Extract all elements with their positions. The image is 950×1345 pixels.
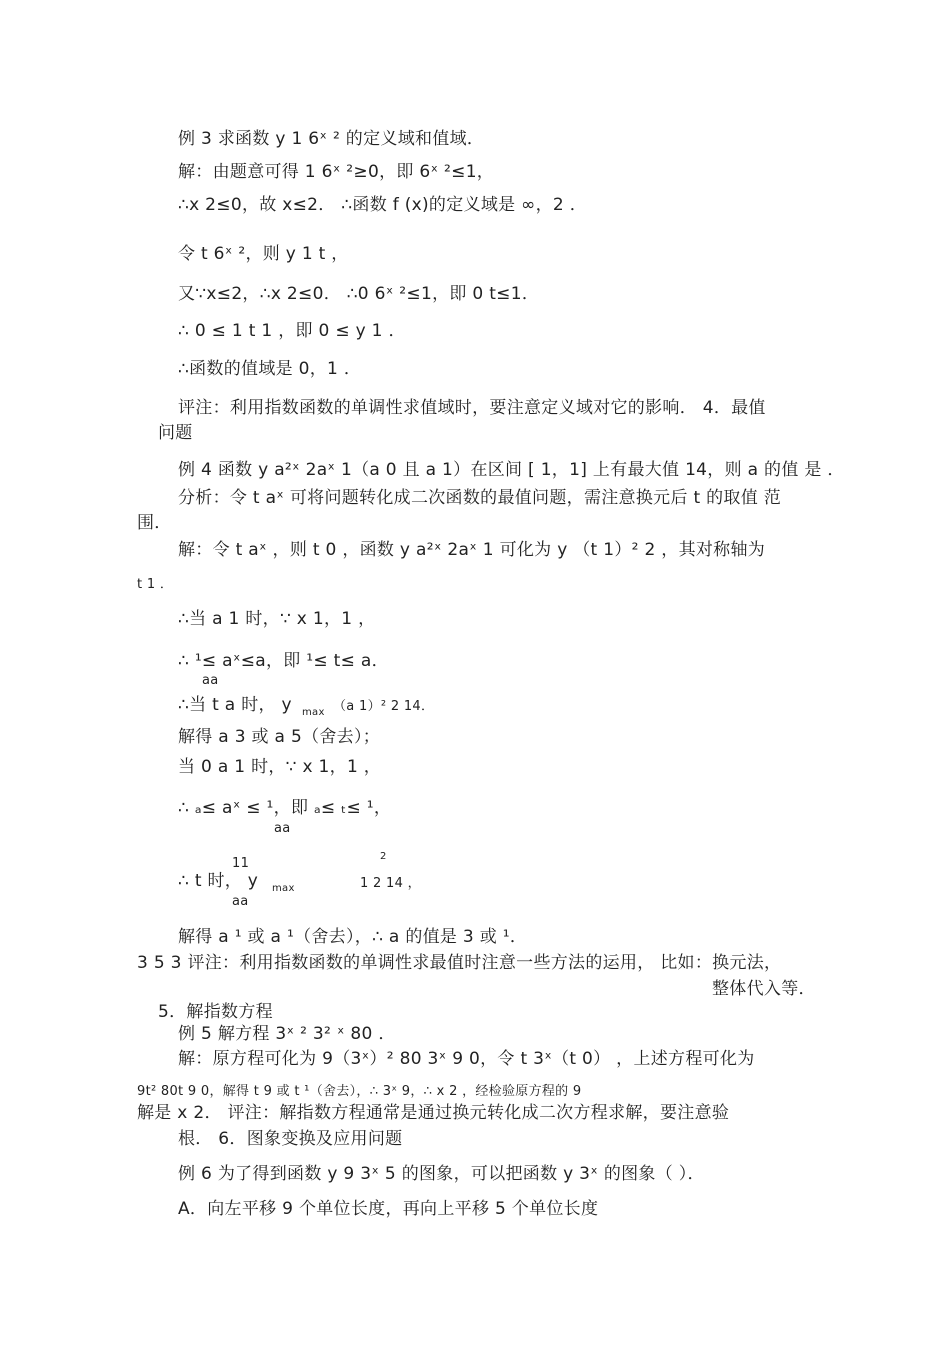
case-1-result: 解得 a 3 或 a 5（舍去）； xyxy=(178,727,381,747)
example-4-analysis-tail: 围． xyxy=(137,513,172,533)
section-4-heading-tail: 问题 xyxy=(158,423,193,443)
example-3-title: 例 3 求函数 y 1 6ˣ ² 的定义域和值域． xyxy=(178,129,485,149)
example-4-answer: 解得 a ¹ 或 a ¹（舍去），∴ a 的值是 3 或 ¹． xyxy=(178,927,528,947)
max-subscript-2: max xyxy=(272,883,295,894)
section-5-heading: 5．解指数方程 xyxy=(158,1002,273,1022)
case-a-between-0-and-1: 当 0 a 1 时，∵ x 1，1 ， xyxy=(178,757,382,777)
case-2-fraction-denominators: aa xyxy=(274,821,291,836)
example-3-range-result: ∴函数的值域是 0，1 ． xyxy=(178,359,362,379)
example-5-solution-continued: 9t² 80t 9 0，解得 t 9 或 t ¹（舍去），∴ 3ˣ 9，∴ x 2 ，经检验原方程的 9 xyxy=(137,1084,582,1099)
case-2-inequality: ∴ ₐ≤ aˣ ≤ ¹，即 ₐ≤ ₜ≤ ¹， xyxy=(178,798,392,818)
example-3-range-step: 又∵x≤2，∴x 2≤0． ∴0 6ˣ ²≤1，即 0 t≤1． xyxy=(178,284,540,304)
case-2-square-superscript: 2 xyxy=(380,851,387,862)
max-subscript: max xyxy=(302,707,325,718)
section-6-heading-line: 根． 6．图象变换及应用问题 xyxy=(178,1129,403,1149)
example-3-domain-line: ∴x 2≤0，故 x≤2． ∴函数 f (x)的定义域是 ∞，2 ． xyxy=(178,195,588,215)
example-4-axis-line: t 1 ． xyxy=(137,577,174,592)
example-6-title: 例 6 为了得到函数 y 9 3ˣ 5 的图象，可以把函数 y 3ˣ 的图象（ ）． xyxy=(178,1164,705,1184)
comment-4-tail: 整体代入等． xyxy=(712,979,816,999)
case-2-fraction-numerators: 11 xyxy=(232,856,250,871)
example-3-solution-line: 解：由题意可得 1 6ˣ ²≥0，即 6ˣ ²≤1， xyxy=(178,162,495,182)
case-2-fraction-denominators-2: aa xyxy=(232,894,249,909)
example-3-inequality-line: ∴ 0 ≤ 1 t 1 ，即 0 ≤ y 1 ． xyxy=(178,321,406,341)
example-5-title: 例 5 解方程 3ˣ ² 3² ˣ 80 ． xyxy=(178,1024,396,1044)
example-4-title: 例 4 函数 y a²ˣ 2aˣ 1（a 0 且 a 1）在区间 [ 1，1] 上有最大值 14，则 a 的值 是 ． xyxy=(178,460,845,480)
example-6-option-a: A．向左平移 9 个单位长度，再向上平移 5 个单位长度 xyxy=(178,1199,599,1219)
comment-4-line: 3 5 3 评注：利用指数函数的单调性求最值时注意一些方法的运用， 比如：换元法， xyxy=(137,953,782,973)
case-2-max-line: ∴ t 时， y xyxy=(178,871,259,891)
example-5-solution-line: 解：原方程可化为 9（3ˣ）² 80 3ˣ 9 0，令 t 3ˣ（t 0） ，上述方程可化为 xyxy=(178,1049,755,1069)
case-1-fraction-denominators: aa xyxy=(202,673,219,688)
case-1-max-expression: （a 1）² 2 14． xyxy=(333,699,435,714)
case-1-inequality: ∴ ¹≤ aˣ≤a，即 ¹≤ t≤ a． xyxy=(178,651,389,671)
example-4-solution-line: 解：令 t aˣ ，则 t 0 ，函数 y a²ˣ 2aˣ 1 可化为 y （t 1）² 2 ，其对称轴为 xyxy=(178,540,766,560)
example-3-substitution-line: 令 t 6ˣ ²，则 y 1 t ， xyxy=(178,244,349,264)
case-a-greater-than-1: ∴当 a 1 时，∵ x 1，1 ， xyxy=(178,609,376,629)
example-5-conclusion: 解是 x 2． 评注：解指数方程通常是通过换元转化成二次方程求解，要注意验 xyxy=(137,1103,730,1123)
example-4-analysis-line: 分析：令 t aˣ 可将问题转化成二次函数的最值问题，需注意换元后 t 的取值 范 xyxy=(178,488,782,508)
case-1-max-line: ∴当 t a 时， y xyxy=(178,695,292,715)
case-2-max-expression: 1 2 14 ， xyxy=(360,876,421,891)
comment-3-line: 评注：利用指数函数的单调性求值域时，要注意定义域对它的影响． 4．最值 xyxy=(178,398,766,418)
